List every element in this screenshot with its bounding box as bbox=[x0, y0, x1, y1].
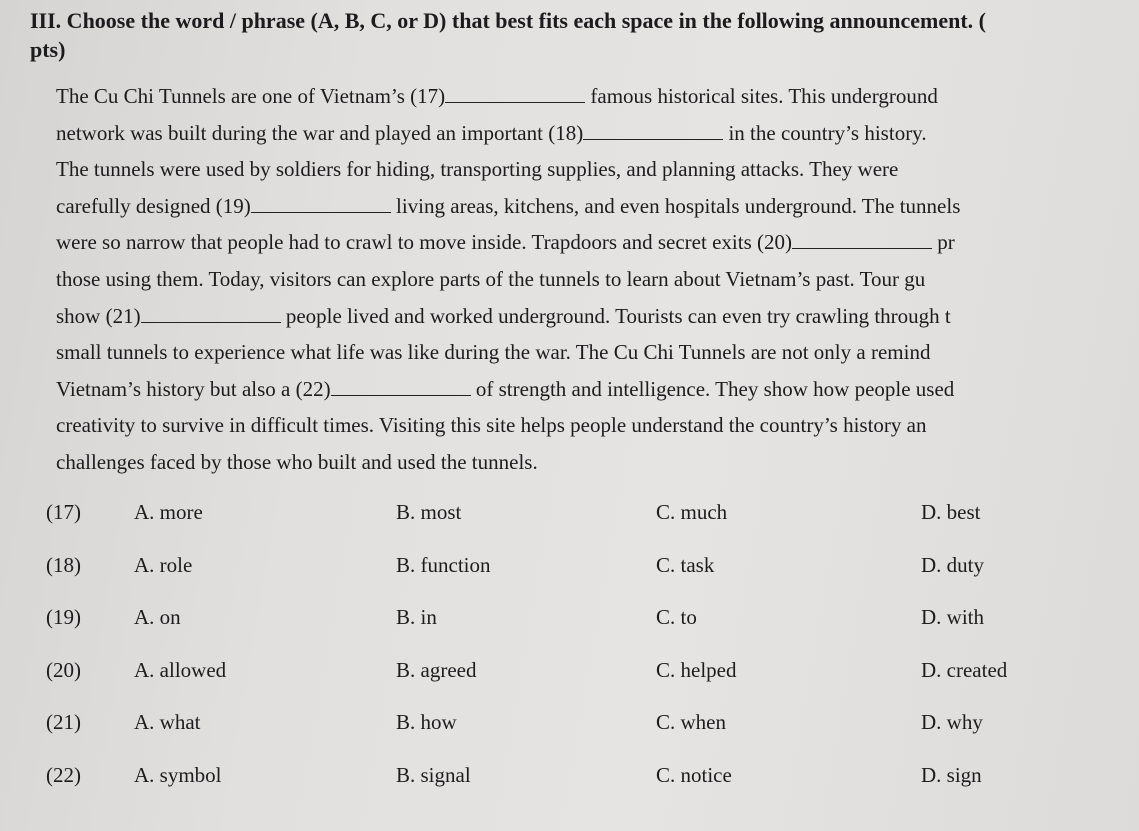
heading-line-2: pts) bbox=[30, 37, 66, 62]
option-row-18 bbox=[46, 553, 1096, 606]
option-a: A. more bbox=[134, 500, 203, 524]
option-d: D. why bbox=[921, 710, 983, 734]
passage-line: show (21) people lived and worked underground. Tourists can even try crawling through t bbox=[56, 303, 951, 328]
passage-line: Vietnam’s history but also a (22) of strength and intelligence. They show how people used bbox=[56, 376, 955, 401]
blank-22 bbox=[331, 377, 471, 396]
passage-line: small tunnels to experience what life was like during the war. The Cu Chi Tunnels are not only a remind bbox=[56, 340, 931, 365]
option-b: B. in bbox=[396, 605, 437, 629]
option-c: C. helped bbox=[656, 657, 737, 682]
blank-18 bbox=[583, 121, 723, 140]
option-row-17 bbox=[46, 500, 1096, 553]
answer-options bbox=[46, 500, 1096, 815]
option-c: C. to bbox=[656, 605, 697, 629]
option-b: B. agreed bbox=[396, 657, 477, 682]
heading-line-1: III. Choose the word / phrase (A, B, C, or D) that best fits each space in the following announcement. ( bbox=[30, 8, 986, 33]
option-b: B. how bbox=[396, 710, 457, 734]
option-d: D. with bbox=[921, 605, 984, 629]
option-c: C. when bbox=[656, 710, 726, 734]
option-d: D. duty bbox=[921, 552, 984, 577]
option-row-21 bbox=[46, 710, 1096, 763]
option-d: D. created bbox=[921, 657, 1008, 682]
option-c: C. notice bbox=[656, 762, 732, 787]
passage-line: challenges faced by those who built and used the tunnels. bbox=[56, 449, 538, 474]
option-a: A. allowed bbox=[134, 657, 227, 682]
option-b: B. function bbox=[396, 552, 491, 577]
option-c: C. much bbox=[656, 500, 728, 524]
question-number: (20) bbox=[46, 657, 81, 682]
option-d: D. best bbox=[921, 500, 981, 524]
passage-line: The tunnels were used by soldiers for hiding, transporting supplies, and planning attacks. They were bbox=[56, 157, 899, 182]
option-row-22 bbox=[46, 763, 1096, 816]
question-number: (17) bbox=[46, 500, 81, 524]
passage-line: those using them. Today, visitors can explore parts of the tunnels to learn about Vietnam’s past. Tour gu bbox=[56, 266, 926, 291]
passage-line: creativity to survive in difficult times. Visiting this site helps people understand the country’s history an bbox=[56, 413, 927, 438]
passage-line: The Cu Chi Tunnels are one of Vietnam’s (17) famous historical sites. This underground bbox=[56, 84, 938, 108]
blank-21 bbox=[141, 304, 281, 323]
option-d: D. sign bbox=[921, 762, 982, 787]
section-heading bbox=[30, 6, 1134, 64]
option-a: A. role bbox=[134, 552, 193, 577]
passage-line: carefully designed (19) living areas, kitchens, and even hospitals underground. The tunnels bbox=[56, 193, 961, 218]
option-row-20 bbox=[46, 658, 1096, 711]
option-c: C. task bbox=[656, 552, 715, 577]
question-number: (21) bbox=[46, 710, 81, 734]
reading-passage bbox=[56, 78, 1134, 481]
question-number: (18) bbox=[46, 552, 81, 577]
passage-line: were so narrow that people had to crawl to move inside. Trapdoors and secret exits (20) pr bbox=[56, 230, 955, 255]
blank-19 bbox=[251, 194, 391, 213]
option-b: B. most bbox=[396, 500, 462, 524]
option-row-19 bbox=[46, 605, 1096, 658]
option-a: A. on bbox=[134, 605, 181, 629]
question-number: (19) bbox=[46, 605, 81, 629]
blank-20 bbox=[792, 230, 932, 249]
passage-line: network was built during the war and played an important (18) in the country’s history. bbox=[56, 120, 927, 145]
option-b: B. signal bbox=[396, 762, 471, 787]
question-number: (22) bbox=[46, 762, 81, 787]
blank-17 bbox=[445, 84, 585, 103]
option-a: A. what bbox=[134, 710, 201, 734]
option-a: A. symbol bbox=[134, 762, 222, 787]
